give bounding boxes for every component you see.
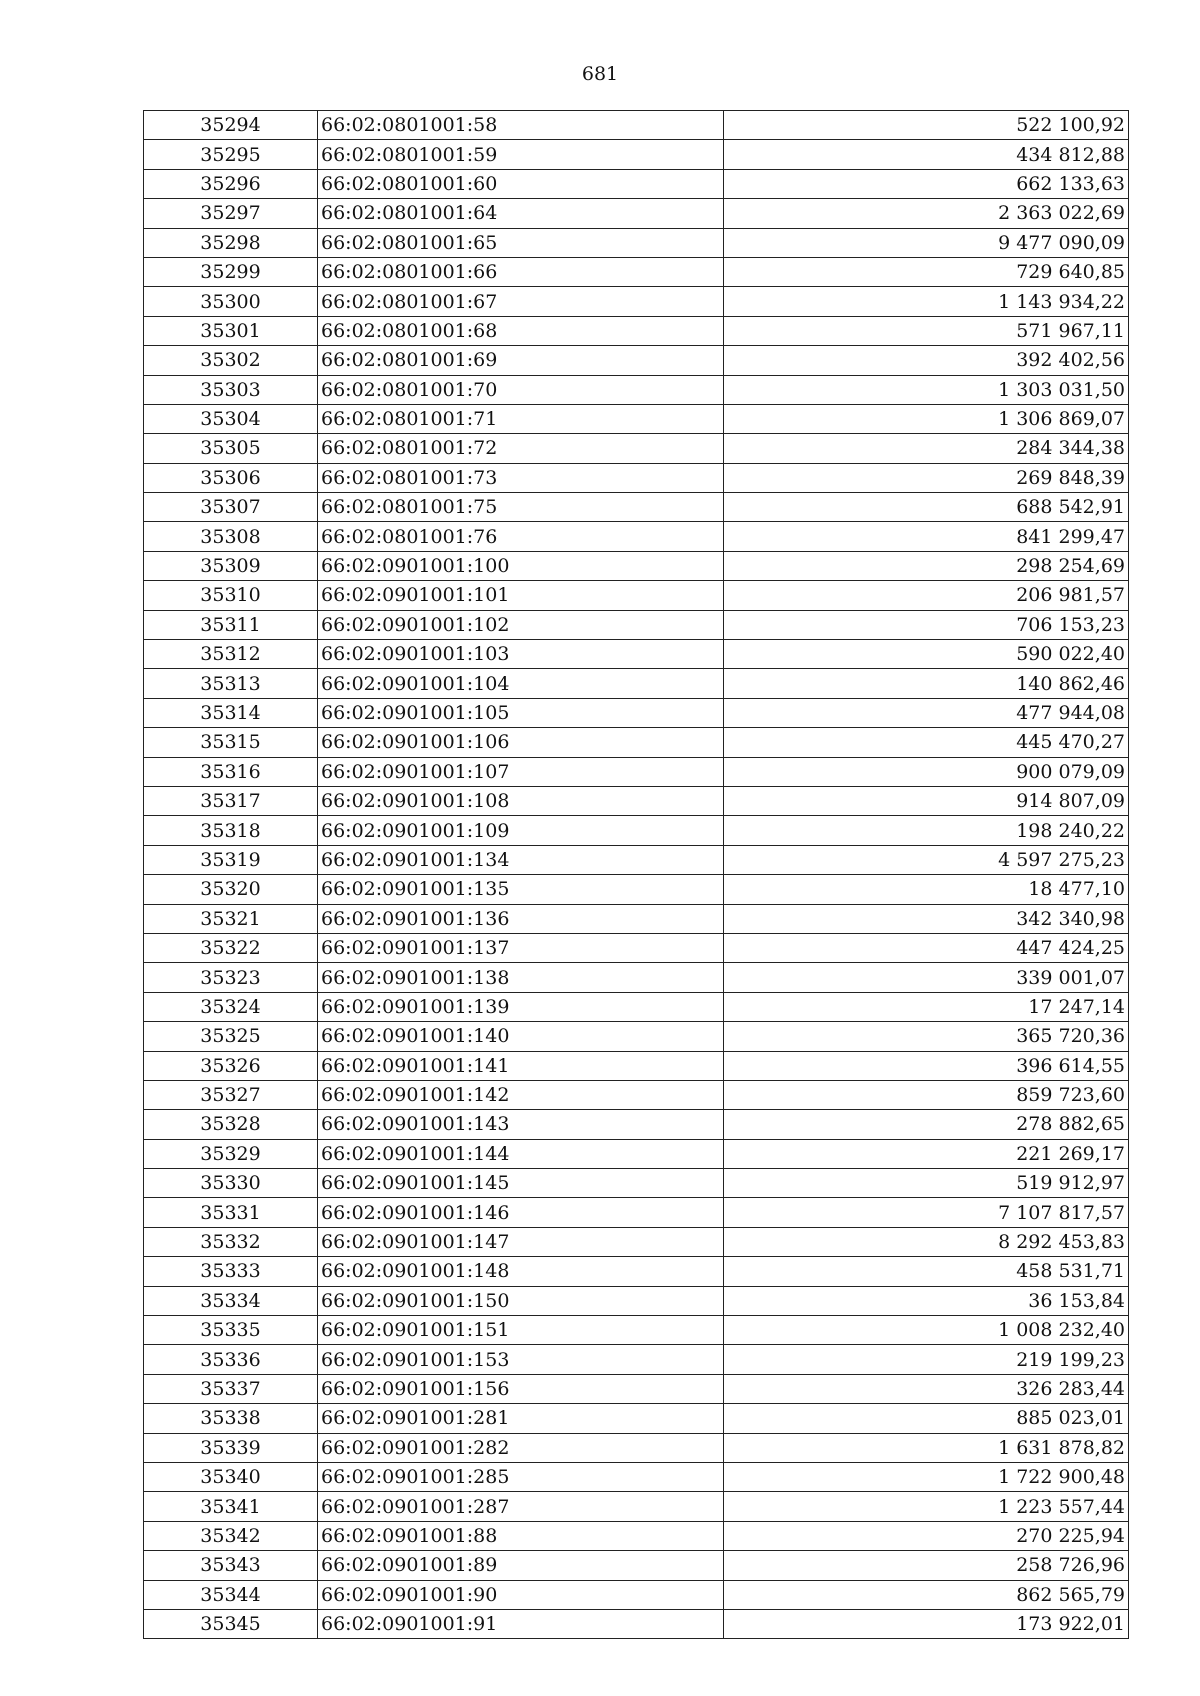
page-number: 681 bbox=[581, 63, 619, 85]
cadastral-value-cell: 900 079,09 bbox=[724, 757, 1129, 786]
cadastral-value-cell: 458 531,71 bbox=[724, 1257, 1129, 1286]
table-row bbox=[144, 375, 1129, 404]
row-number-cell: 35340 bbox=[144, 1462, 318, 1491]
cadastral-number-cell: 66:02:0901001:100 bbox=[318, 551, 724, 580]
table-row bbox=[144, 1257, 1129, 1286]
row-number-cell: 35325 bbox=[144, 1022, 318, 1051]
table-row bbox=[144, 463, 1129, 492]
table-row bbox=[144, 992, 1129, 1021]
table-row bbox=[144, 1345, 1129, 1374]
cadastral-value-cell: 219 199,23 bbox=[724, 1345, 1129, 1374]
cadastral-number-cell: 66:02:0901001:107 bbox=[318, 757, 724, 786]
cadastral-number-cell: 66:02:0801001:76 bbox=[318, 522, 724, 551]
table-body bbox=[144, 111, 1129, 1639]
cadastral-number-cell: 66:02:0801001:59 bbox=[318, 140, 724, 169]
row-number-cell: 35327 bbox=[144, 1080, 318, 1109]
cadastral-number-cell: 66:02:0901001:139 bbox=[318, 992, 724, 1021]
cadastral-number-cell: 66:02:0901001:147 bbox=[318, 1227, 724, 1256]
cadastral-value-cell: 1 303 031,50 bbox=[724, 375, 1129, 404]
row-number-cell: 35305 bbox=[144, 434, 318, 463]
cadastral-value-cell: 1 223 557,44 bbox=[724, 1492, 1129, 1521]
row-number-cell: 35300 bbox=[144, 287, 318, 316]
table-row bbox=[144, 257, 1129, 286]
cadastral-value-cell: 445 470,27 bbox=[724, 728, 1129, 757]
table-row bbox=[144, 728, 1129, 757]
cadastral-number-cell: 66:02:0901001:148 bbox=[318, 1257, 724, 1286]
cadastral-value-cell: 1 306 869,07 bbox=[724, 404, 1129, 433]
cadastral-value-cell: 571 967,11 bbox=[724, 316, 1129, 345]
row-number-cell: 35320 bbox=[144, 875, 318, 904]
table-row bbox=[144, 111, 1129, 140]
cadastral-number-cell: 66:02:0901001:140 bbox=[318, 1022, 724, 1051]
cadastral-number-cell: 66:02:0901001:153 bbox=[318, 1345, 724, 1374]
cadastral-number-cell: 66:02:0901001:90 bbox=[318, 1580, 724, 1609]
row-number-cell: 35331 bbox=[144, 1198, 318, 1227]
cadastral-value-cell: 326 283,44 bbox=[724, 1374, 1129, 1403]
row-number-cell: 35317 bbox=[144, 786, 318, 815]
cadastral-value-table bbox=[143, 110, 1129, 1639]
row-number-cell: 35318 bbox=[144, 816, 318, 845]
cadastral-number-cell: 66:02:0901001:142 bbox=[318, 1080, 724, 1109]
cadastral-number-cell: 66:02:0801001:58 bbox=[318, 111, 724, 140]
row-number-cell: 35343 bbox=[144, 1551, 318, 1580]
cadastral-number-cell: 66:02:0901001:89 bbox=[318, 1551, 724, 1580]
cadastral-value-cell: 342 340,98 bbox=[724, 904, 1129, 933]
table-row bbox=[144, 875, 1129, 904]
table-row bbox=[144, 845, 1129, 874]
table-row bbox=[144, 1286, 1129, 1315]
row-number-cell: 35328 bbox=[144, 1110, 318, 1139]
cadastral-value-cell: 198 240,22 bbox=[724, 816, 1129, 845]
row-number-cell: 35298 bbox=[144, 228, 318, 257]
row-number-cell: 35321 bbox=[144, 904, 318, 933]
cadastral-number-cell: 66:02:0801001:66 bbox=[318, 257, 724, 286]
row-number-cell: 35336 bbox=[144, 1345, 318, 1374]
table-row bbox=[144, 1169, 1129, 1198]
table-row bbox=[144, 1609, 1129, 1638]
table-row bbox=[144, 434, 1129, 463]
cadastral-number-cell: 66:02:0901001:144 bbox=[318, 1139, 724, 1168]
cadastral-value-cell: 434 812,88 bbox=[724, 140, 1129, 169]
row-number-cell: 35337 bbox=[144, 1374, 318, 1403]
cadastral-number-cell: 66:02:0901001:88 bbox=[318, 1521, 724, 1550]
table-row bbox=[144, 404, 1129, 433]
row-number-cell: 35306 bbox=[144, 463, 318, 492]
table-row bbox=[144, 1022, 1129, 1051]
cadastral-value-cell: 519 912,97 bbox=[724, 1169, 1129, 1198]
cadastral-value-cell: 688 542,91 bbox=[724, 493, 1129, 522]
row-number-cell: 35309 bbox=[144, 551, 318, 580]
row-number-cell: 35319 bbox=[144, 845, 318, 874]
cadastral-number-cell: 66:02:0901001:103 bbox=[318, 640, 724, 669]
cadastral-value-cell: 885 023,01 bbox=[724, 1404, 1129, 1433]
cadastral-number-cell: 66:02:0801001:70 bbox=[318, 375, 724, 404]
table-row bbox=[144, 610, 1129, 639]
cadastral-value-cell: 841 299,47 bbox=[724, 522, 1129, 551]
cadastral-number-cell: 66:02:0901001:282 bbox=[318, 1433, 724, 1462]
table-row bbox=[144, 522, 1129, 551]
cadastral-number-cell: 66:02:0901001:137 bbox=[318, 933, 724, 962]
cadastral-value-cell: 278 882,65 bbox=[724, 1110, 1129, 1139]
table-row bbox=[144, 581, 1129, 610]
row-number-cell: 35313 bbox=[144, 669, 318, 698]
table-row bbox=[144, 228, 1129, 257]
row-number-cell: 35315 bbox=[144, 728, 318, 757]
row-number-cell: 35310 bbox=[144, 581, 318, 610]
cadastral-number-cell: 66:02:0901001:136 bbox=[318, 904, 724, 933]
row-number-cell: 35324 bbox=[144, 992, 318, 1021]
cadastral-number-cell: 66:02:0901001:104 bbox=[318, 669, 724, 698]
cadastral-value-cell: 1 631 878,82 bbox=[724, 1433, 1129, 1462]
table-row bbox=[144, 287, 1129, 316]
cadastral-value-cell: 221 269,17 bbox=[724, 1139, 1129, 1168]
table-row bbox=[144, 1227, 1129, 1256]
cadastral-number-cell: 66:02:0801001:73 bbox=[318, 463, 724, 492]
cadastral-number-cell: 66:02:0901001:102 bbox=[318, 610, 724, 639]
cadastral-value-cell: 7 107 817,57 bbox=[724, 1198, 1129, 1227]
table-row bbox=[144, 316, 1129, 345]
cadastral-value-cell: 18 477,10 bbox=[724, 875, 1129, 904]
cadastral-number-cell: 66:02:0901001:143 bbox=[318, 1110, 724, 1139]
table-row bbox=[144, 1139, 1129, 1168]
cadastral-number-cell: 66:02:0901001:91 bbox=[318, 1609, 724, 1638]
cadastral-number-cell: 66:02:0901001:285 bbox=[318, 1462, 724, 1491]
table-row bbox=[144, 169, 1129, 198]
cadastral-value-cell: 365 720,36 bbox=[724, 1022, 1129, 1051]
cadastral-value-cell: 859 723,60 bbox=[724, 1080, 1129, 1109]
table-row bbox=[144, 816, 1129, 845]
table-row bbox=[144, 1492, 1129, 1521]
cadastral-value-cell: 269 848,39 bbox=[724, 463, 1129, 492]
cadastral-number-cell: 66:02:0901001:106 bbox=[318, 728, 724, 757]
row-number-cell: 35341 bbox=[144, 1492, 318, 1521]
cadastral-number-cell: 66:02:0901001:145 bbox=[318, 1169, 724, 1198]
cadastral-number-cell: 66:02:0901001:108 bbox=[318, 786, 724, 815]
cadastral-number-cell: 66:02:0901001:156 bbox=[318, 1374, 724, 1403]
row-number-cell: 35330 bbox=[144, 1169, 318, 1198]
cadastral-value-cell: 206 981,57 bbox=[724, 581, 1129, 610]
table-row bbox=[144, 1551, 1129, 1580]
cadastral-number-cell: 66:02:0801001:65 bbox=[318, 228, 724, 257]
cadastral-number-cell: 66:02:0801001:69 bbox=[318, 346, 724, 375]
row-number-cell: 35297 bbox=[144, 199, 318, 228]
row-number-cell: 35335 bbox=[144, 1316, 318, 1345]
table-row bbox=[144, 669, 1129, 698]
row-number-cell: 35342 bbox=[144, 1521, 318, 1550]
row-number-cell: 35333 bbox=[144, 1257, 318, 1286]
row-number-cell: 35345 bbox=[144, 1609, 318, 1638]
row-number-cell: 35304 bbox=[144, 404, 318, 433]
cadastral-value-cell: 4 597 275,23 bbox=[724, 845, 1129, 874]
table-row bbox=[144, 551, 1129, 580]
cadastral-value-cell: 1 143 934,22 bbox=[724, 287, 1129, 316]
cadastral-value-cell: 914 807,09 bbox=[724, 786, 1129, 815]
cadastral-number-cell: 66:02:0901001:138 bbox=[318, 963, 724, 992]
cadastral-value-cell: 590 022,40 bbox=[724, 640, 1129, 669]
row-number-cell: 35301 bbox=[144, 316, 318, 345]
cadastral-number-cell: 66:02:0901001:281 bbox=[318, 1404, 724, 1433]
cadastral-value-cell: 17 247,14 bbox=[724, 992, 1129, 1021]
cadastral-value-cell: 173 922,01 bbox=[724, 1609, 1129, 1638]
cadastral-value-cell: 2 363 022,69 bbox=[724, 199, 1129, 228]
table-row bbox=[144, 1080, 1129, 1109]
cadastral-number-cell: 66:02:0801001:67 bbox=[318, 287, 724, 316]
cadastral-number-cell: 66:02:0801001:68 bbox=[318, 316, 724, 345]
cadastral-number-cell: 66:02:0801001:72 bbox=[318, 434, 724, 463]
row-number-cell: 35332 bbox=[144, 1227, 318, 1256]
cadastral-value-cell: 36 153,84 bbox=[724, 1286, 1129, 1315]
cadastral-number-cell: 66:02:0901001:105 bbox=[318, 698, 724, 727]
row-number-cell: 35307 bbox=[144, 493, 318, 522]
row-number-cell: 35334 bbox=[144, 1286, 318, 1315]
table-row bbox=[144, 1198, 1129, 1227]
cadastral-value-cell: 447 424,25 bbox=[724, 933, 1129, 962]
cadastral-number-cell: 66:02:0901001:150 bbox=[318, 1286, 724, 1315]
table-row bbox=[144, 1521, 1129, 1550]
row-number-cell: 35339 bbox=[144, 1433, 318, 1462]
table-row bbox=[144, 1462, 1129, 1491]
table-row bbox=[144, 199, 1129, 228]
table-row bbox=[144, 757, 1129, 786]
cadastral-value-cell: 862 565,79 bbox=[724, 1580, 1129, 1609]
row-number-cell: 35338 bbox=[144, 1404, 318, 1433]
cadastral-value-cell: 140 862,46 bbox=[724, 669, 1129, 698]
table-row bbox=[144, 140, 1129, 169]
cadastral-value-cell: 396 614,55 bbox=[724, 1051, 1129, 1080]
cadastral-number-cell: 66:02:0901001:101 bbox=[318, 581, 724, 610]
cadastral-value-cell: 662 133,63 bbox=[724, 169, 1129, 198]
table-row bbox=[144, 1433, 1129, 1462]
cadastral-value-cell: 1 008 232,40 bbox=[724, 1316, 1129, 1345]
cadastral-value-cell: 284 344,38 bbox=[724, 434, 1129, 463]
cadastral-value-cell: 8 292 453,83 bbox=[724, 1227, 1129, 1256]
row-number-cell: 35344 bbox=[144, 1580, 318, 1609]
row-number-cell: 35323 bbox=[144, 963, 318, 992]
cadastral-number-cell: 66:02:0901001:146 bbox=[318, 1198, 724, 1227]
table-row bbox=[144, 346, 1129, 375]
cadastral-value-cell: 1 722 900,48 bbox=[724, 1462, 1129, 1491]
cadastral-value-cell: 339 001,07 bbox=[724, 963, 1129, 992]
row-number-cell: 35308 bbox=[144, 522, 318, 551]
row-number-cell: 35294 bbox=[144, 111, 318, 140]
cadastral-number-cell: 66:02:0901001:141 bbox=[318, 1051, 724, 1080]
cadastral-value-cell: 392 402,56 bbox=[724, 346, 1129, 375]
row-number-cell: 35311 bbox=[144, 610, 318, 639]
table-row bbox=[144, 1110, 1129, 1139]
cadastral-value-cell: 270 225,94 bbox=[724, 1521, 1129, 1550]
row-number-cell: 35316 bbox=[144, 757, 318, 786]
cadastral-number-cell: 66:02:0901001:109 bbox=[318, 816, 724, 845]
cadastral-number-cell: 66:02:0901001:151 bbox=[318, 1316, 724, 1345]
row-number-cell: 35299 bbox=[144, 257, 318, 286]
table-row bbox=[144, 1316, 1129, 1345]
row-number-cell: 35295 bbox=[144, 140, 318, 169]
row-number-cell: 35296 bbox=[144, 169, 318, 198]
table-row bbox=[144, 1374, 1129, 1403]
cadastral-value-cell: 729 640,85 bbox=[724, 257, 1129, 286]
table-row bbox=[144, 904, 1129, 933]
cadastral-value-cell: 706 153,23 bbox=[724, 610, 1129, 639]
table-row bbox=[144, 698, 1129, 727]
table-row bbox=[144, 640, 1129, 669]
cadastral-number-cell: 66:02:0801001:60 bbox=[318, 169, 724, 198]
row-number-cell: 35322 bbox=[144, 933, 318, 962]
row-number-cell: 35312 bbox=[144, 640, 318, 669]
row-number-cell: 35303 bbox=[144, 375, 318, 404]
cadastral-number-cell: 66:02:0801001:75 bbox=[318, 493, 724, 522]
row-number-cell: 35326 bbox=[144, 1051, 318, 1080]
cadastral-value-cell: 9 477 090,09 bbox=[724, 228, 1129, 257]
cadastral-value-cell: 477 944,08 bbox=[724, 698, 1129, 727]
cadastral-number-cell: 66:02:0901001:135 bbox=[318, 875, 724, 904]
cadastral-value-cell: 522 100,92 bbox=[724, 111, 1129, 140]
cadastral-number-cell: 66:02:0901001:134 bbox=[318, 845, 724, 874]
table-row bbox=[144, 1051, 1129, 1080]
table-row bbox=[144, 1404, 1129, 1433]
table-row bbox=[144, 933, 1129, 962]
table-row bbox=[144, 786, 1129, 815]
table-row bbox=[144, 963, 1129, 992]
cadastral-value-cell: 298 254,69 bbox=[724, 551, 1129, 580]
table-row bbox=[144, 1580, 1129, 1609]
cadastral-number-cell: 66:02:0801001:64 bbox=[318, 199, 724, 228]
cadastral-number-cell: 66:02:0901001:287 bbox=[318, 1492, 724, 1521]
table-row bbox=[144, 493, 1129, 522]
row-number-cell: 35329 bbox=[144, 1139, 318, 1168]
row-number-cell: 35302 bbox=[144, 346, 318, 375]
cadastral-value-cell: 258 726,96 bbox=[724, 1551, 1129, 1580]
cadastral-number-cell: 66:02:0801001:71 bbox=[318, 404, 724, 433]
row-number-cell: 35314 bbox=[144, 698, 318, 727]
